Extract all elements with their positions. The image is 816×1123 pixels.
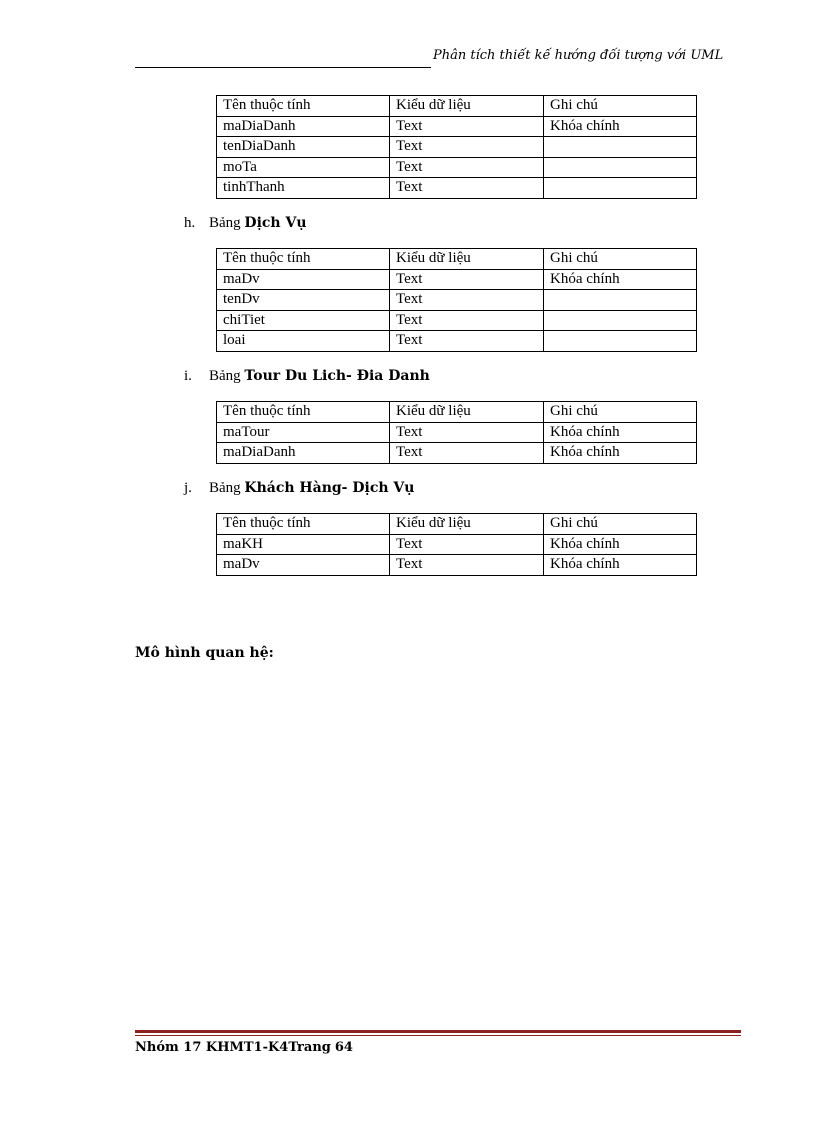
- table-cell: Khóa chính: [544, 269, 697, 290]
- section-letter: j.: [184, 480, 192, 496]
- table-cell: Khóa chính: [544, 443, 697, 464]
- table-header-row: [217, 96, 697, 117]
- table-cell: Text: [390, 555, 544, 576]
- footer-rule-thin: [135, 1035, 741, 1036]
- page-footer: [135, 1040, 353, 1055]
- header-cell: Ghi chú: [544, 402, 697, 423]
- table-cell: [544, 137, 697, 158]
- header-cell: Tên thuộc tính: [217, 249, 390, 270]
- header-cell: Kiểu dữ liệu: [390, 514, 544, 535]
- table-header-row: [217, 249, 697, 270]
- table-cell: Text: [390, 137, 544, 158]
- header-cell: Ghi chú: [544, 96, 697, 117]
- table-cell: Text: [390, 534, 544, 555]
- header-cell: Tên thuộc tính: [217, 96, 390, 117]
- header-cell: Tên thuộc tính: [217, 514, 390, 535]
- section-heading-khach-hang-dich-vu: [184, 480, 414, 497]
- header-cell: Ghi chú: [544, 249, 697, 270]
- table-row: [217, 331, 697, 352]
- table-row: [217, 534, 697, 555]
- table-row: [217, 269, 697, 290]
- header-cell: Tên thuộc tính: [217, 402, 390, 423]
- section-letter: i.: [184, 368, 192, 384]
- header-rule: [135, 67, 431, 68]
- table-cell: maKH: [217, 534, 390, 555]
- table-cell: Khóa chính: [544, 116, 697, 137]
- table-cell: Khóa chính: [544, 555, 697, 576]
- attribute-table: [216, 401, 697, 464]
- table-row: [217, 157, 697, 178]
- table-cell: Khóa chính: [544, 422, 697, 443]
- table-row: [217, 116, 697, 137]
- table-cell: [544, 331, 697, 352]
- table-cell: loai: [217, 331, 390, 352]
- table-cell: [544, 310, 697, 331]
- table-cell: maDv: [217, 269, 390, 290]
- table-cell: moTa: [217, 157, 390, 178]
- attribute-table: [216, 248, 697, 352]
- table-cell: tenDiaDanh: [217, 137, 390, 158]
- section-name: Khách Hàng- Dịch Vụ: [244, 480, 415, 496]
- table-header-row: [217, 402, 697, 423]
- table-cell: maDiaDanh: [217, 116, 390, 137]
- table-cell: Text: [390, 331, 544, 352]
- section-heading-tour-dia-danh: [184, 368, 430, 385]
- header-cell: Ghi chú: [544, 514, 697, 535]
- section-heading-dich-vu: [184, 215, 307, 232]
- table-cell: chiTiet: [217, 310, 390, 331]
- table-header-row: [217, 514, 697, 535]
- table-cell: Text: [390, 116, 544, 137]
- section-prefix: Bảng: [209, 480, 241, 496]
- table-row: [217, 310, 697, 331]
- footer-rule: [135, 1030, 741, 1033]
- header-cell: Kiểu dữ liệu: [390, 96, 544, 117]
- table-cell: [544, 178, 697, 199]
- page-header-title: Phân tích thiết kế hướng đối tượng với UML: [433, 48, 724, 63]
- section-prefix: Bảng: [209, 368, 241, 384]
- table-cell: maDv: [217, 555, 390, 576]
- table-cell: Text: [390, 290, 544, 311]
- table-cell: Text: [390, 422, 544, 443]
- table-row: [217, 290, 697, 311]
- table-cell: Text: [390, 310, 544, 331]
- table-row: [217, 422, 697, 443]
- table-row: [217, 137, 697, 158]
- page-number: 64: [334, 1040, 353, 1055]
- table-cell: [544, 157, 697, 178]
- section-name: Dịch Vụ: [244, 215, 307, 231]
- table-cell: Text: [390, 269, 544, 290]
- table-row: [217, 555, 697, 576]
- table-cell: maTour: [217, 422, 390, 443]
- header-cell: Kiểu dữ liệu: [390, 249, 544, 270]
- relation-model-heading: Mô hình quan hệ:: [135, 645, 274, 661]
- table-cell: tinhThanh: [217, 178, 390, 199]
- table-cell: Text: [390, 157, 544, 178]
- table-cell: tenDv: [217, 290, 390, 311]
- attribute-table: [216, 513, 697, 576]
- section-letter: h.: [184, 215, 196, 231]
- footer-group: Nhóm 17 KHMT1-K4Trang: [135, 1040, 331, 1055]
- section-name: Tour Du Lich- Đia Danh: [244, 368, 430, 384]
- table-row: [217, 178, 697, 199]
- header-cell: Kiểu dữ liệu: [390, 402, 544, 423]
- table-cell: Text: [390, 178, 544, 199]
- table-cell: [544, 290, 697, 311]
- table-cell: maDiaDanh: [217, 443, 390, 464]
- attribute-table: [216, 95, 697, 199]
- section-prefix: Bảng: [209, 215, 241, 231]
- table-cell: Khóa chính: [544, 534, 697, 555]
- table-cell: Text: [390, 443, 544, 464]
- table-row: [217, 443, 697, 464]
